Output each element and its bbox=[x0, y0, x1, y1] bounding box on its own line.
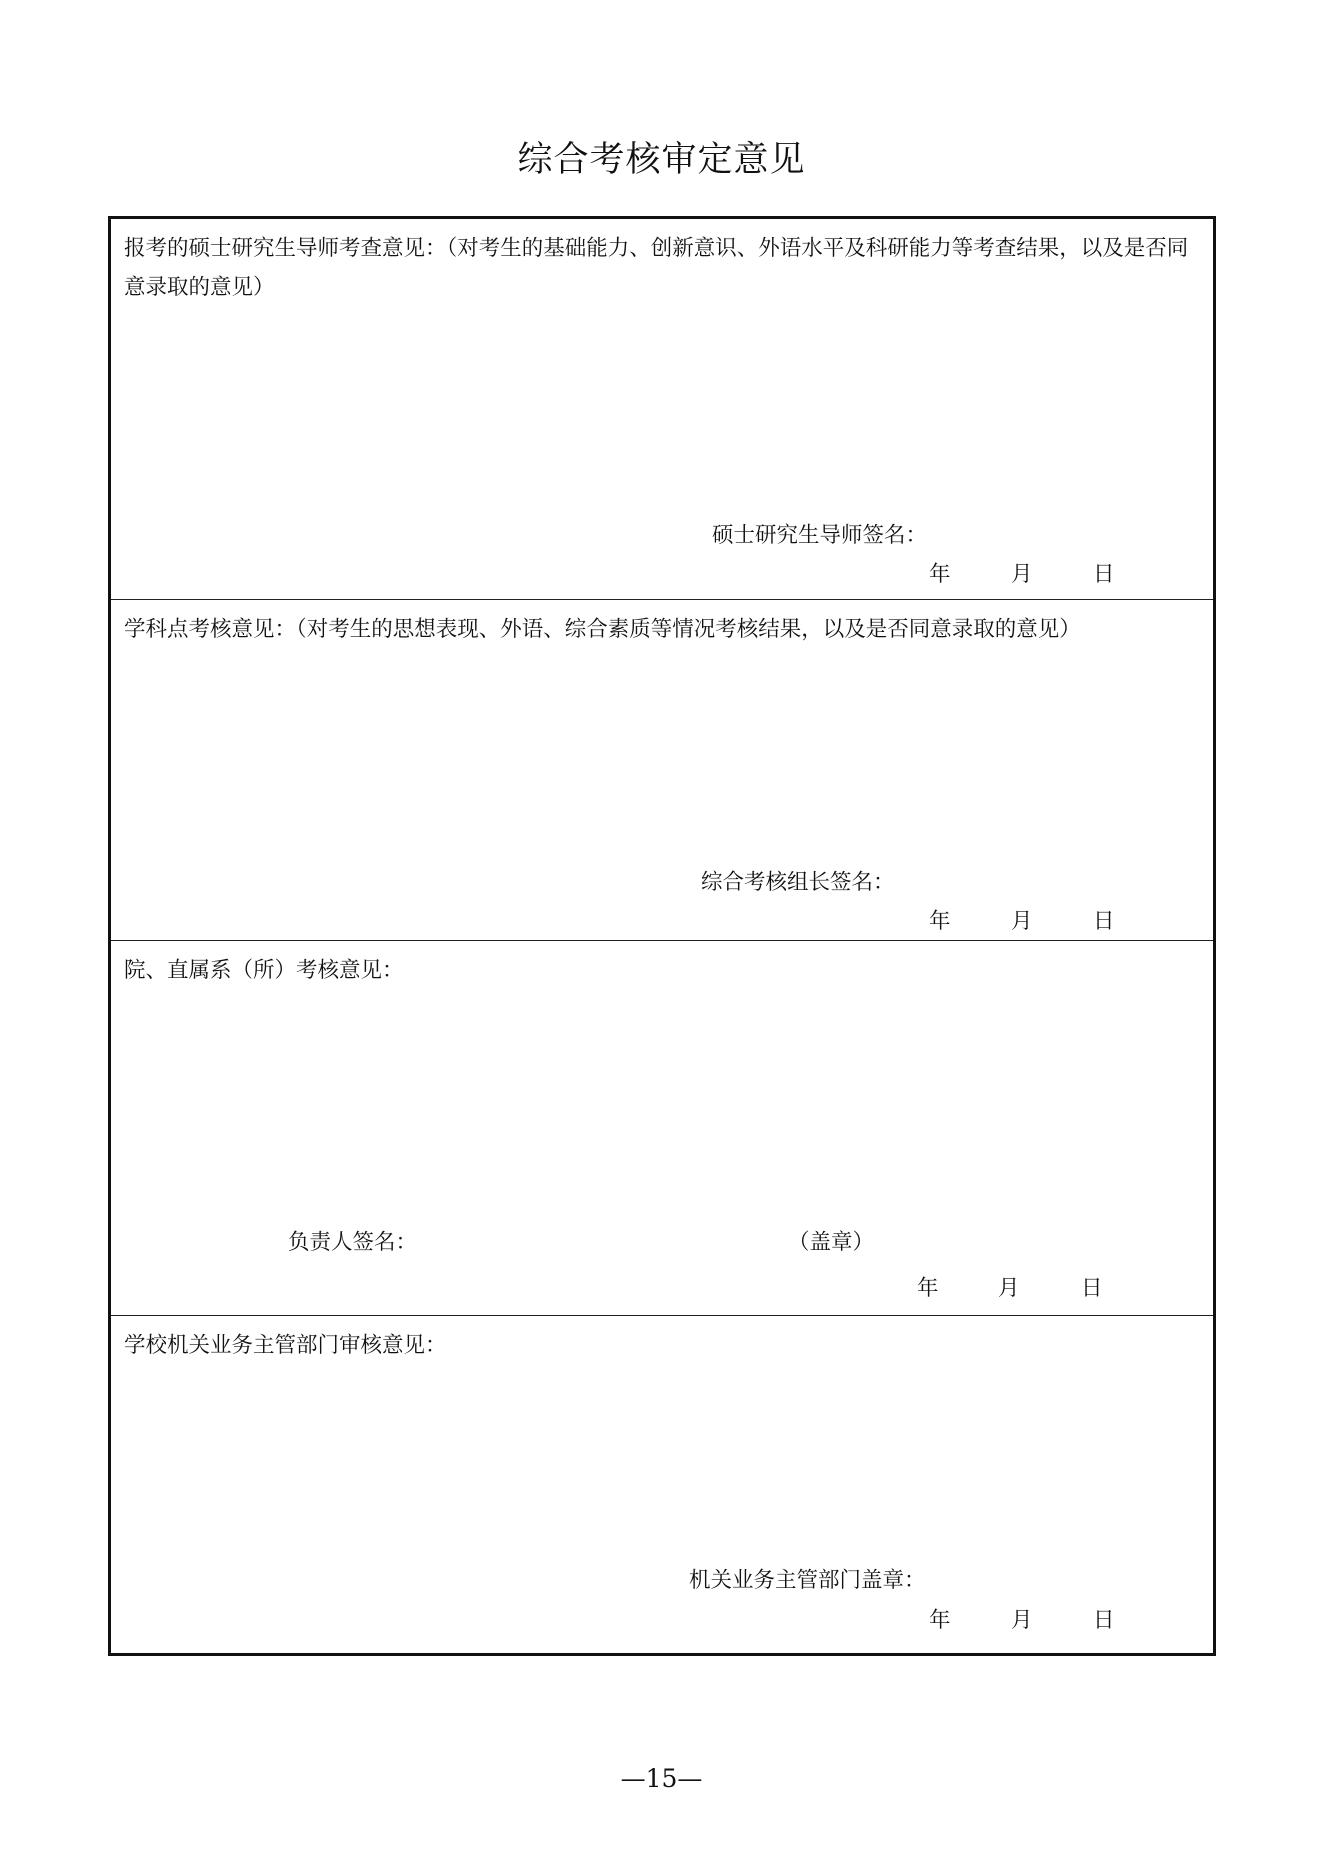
group-leader-signature-label: 综合考核组长签名： bbox=[701, 870, 895, 895]
date-year-label: 年 bbox=[929, 562, 951, 587]
date-year-label: 年 bbox=[929, 1608, 951, 1633]
date-month-label: 月 bbox=[1011, 562, 1033, 587]
date-year-label: 年 bbox=[929, 909, 951, 934]
university-office-opinion-section bbox=[111, 1316, 1213, 1653]
responsible-person-signature-label: 负责人签名： bbox=[288, 1230, 418, 1255]
date-month-label: 月 bbox=[998, 1276, 1020, 1301]
supervisor-opinion-label: 报考的硕士研究生导师考查意见：（对考生的基础能力、创新意识、外语水平及科研能力等考查结果，以及是否同意录取的意见） bbox=[124, 236, 1189, 300]
date-day-label: 日 bbox=[1093, 1608, 1115, 1633]
date-day-label: 日 bbox=[1093, 562, 1115, 587]
date-day-label: 日 bbox=[1093, 909, 1115, 934]
office-seal-label: 机关业务主管部门盖章： bbox=[689, 1568, 926, 1593]
date-day-label: 日 bbox=[1081, 1276, 1103, 1301]
date-month-label: 月 bbox=[1011, 909, 1033, 934]
university-office-opinion-label: 学校机关业务主管部门审核意见： bbox=[124, 1333, 447, 1358]
page-title: 综合考核审定意见 bbox=[517, 140, 806, 180]
page-number: —15— bbox=[620, 1764, 703, 1793]
date-year-label: 年 bbox=[917, 1276, 939, 1301]
discipline-opinion-label: 学科点考核意见：（对考生的思想表现、外语、综合素质等情况考核结果，以及是否同意录取的意见） bbox=[124, 617, 1081, 642]
assessment-form-table bbox=[108, 216, 1216, 1656]
department-opinion-label: 院、直属系（所）考核意见： bbox=[124, 958, 404, 983]
seal-label: （盖章） bbox=[788, 1230, 875, 1255]
discipline-opinion-section bbox=[111, 600, 1213, 941]
supervisor-opinion-section bbox=[111, 219, 1213, 600]
date-month-label: 月 bbox=[1011, 1608, 1033, 1633]
supervisor-signature-label: 硕士研究生导师签名： bbox=[712, 523, 928, 548]
department-opinion-section bbox=[111, 941, 1213, 1316]
